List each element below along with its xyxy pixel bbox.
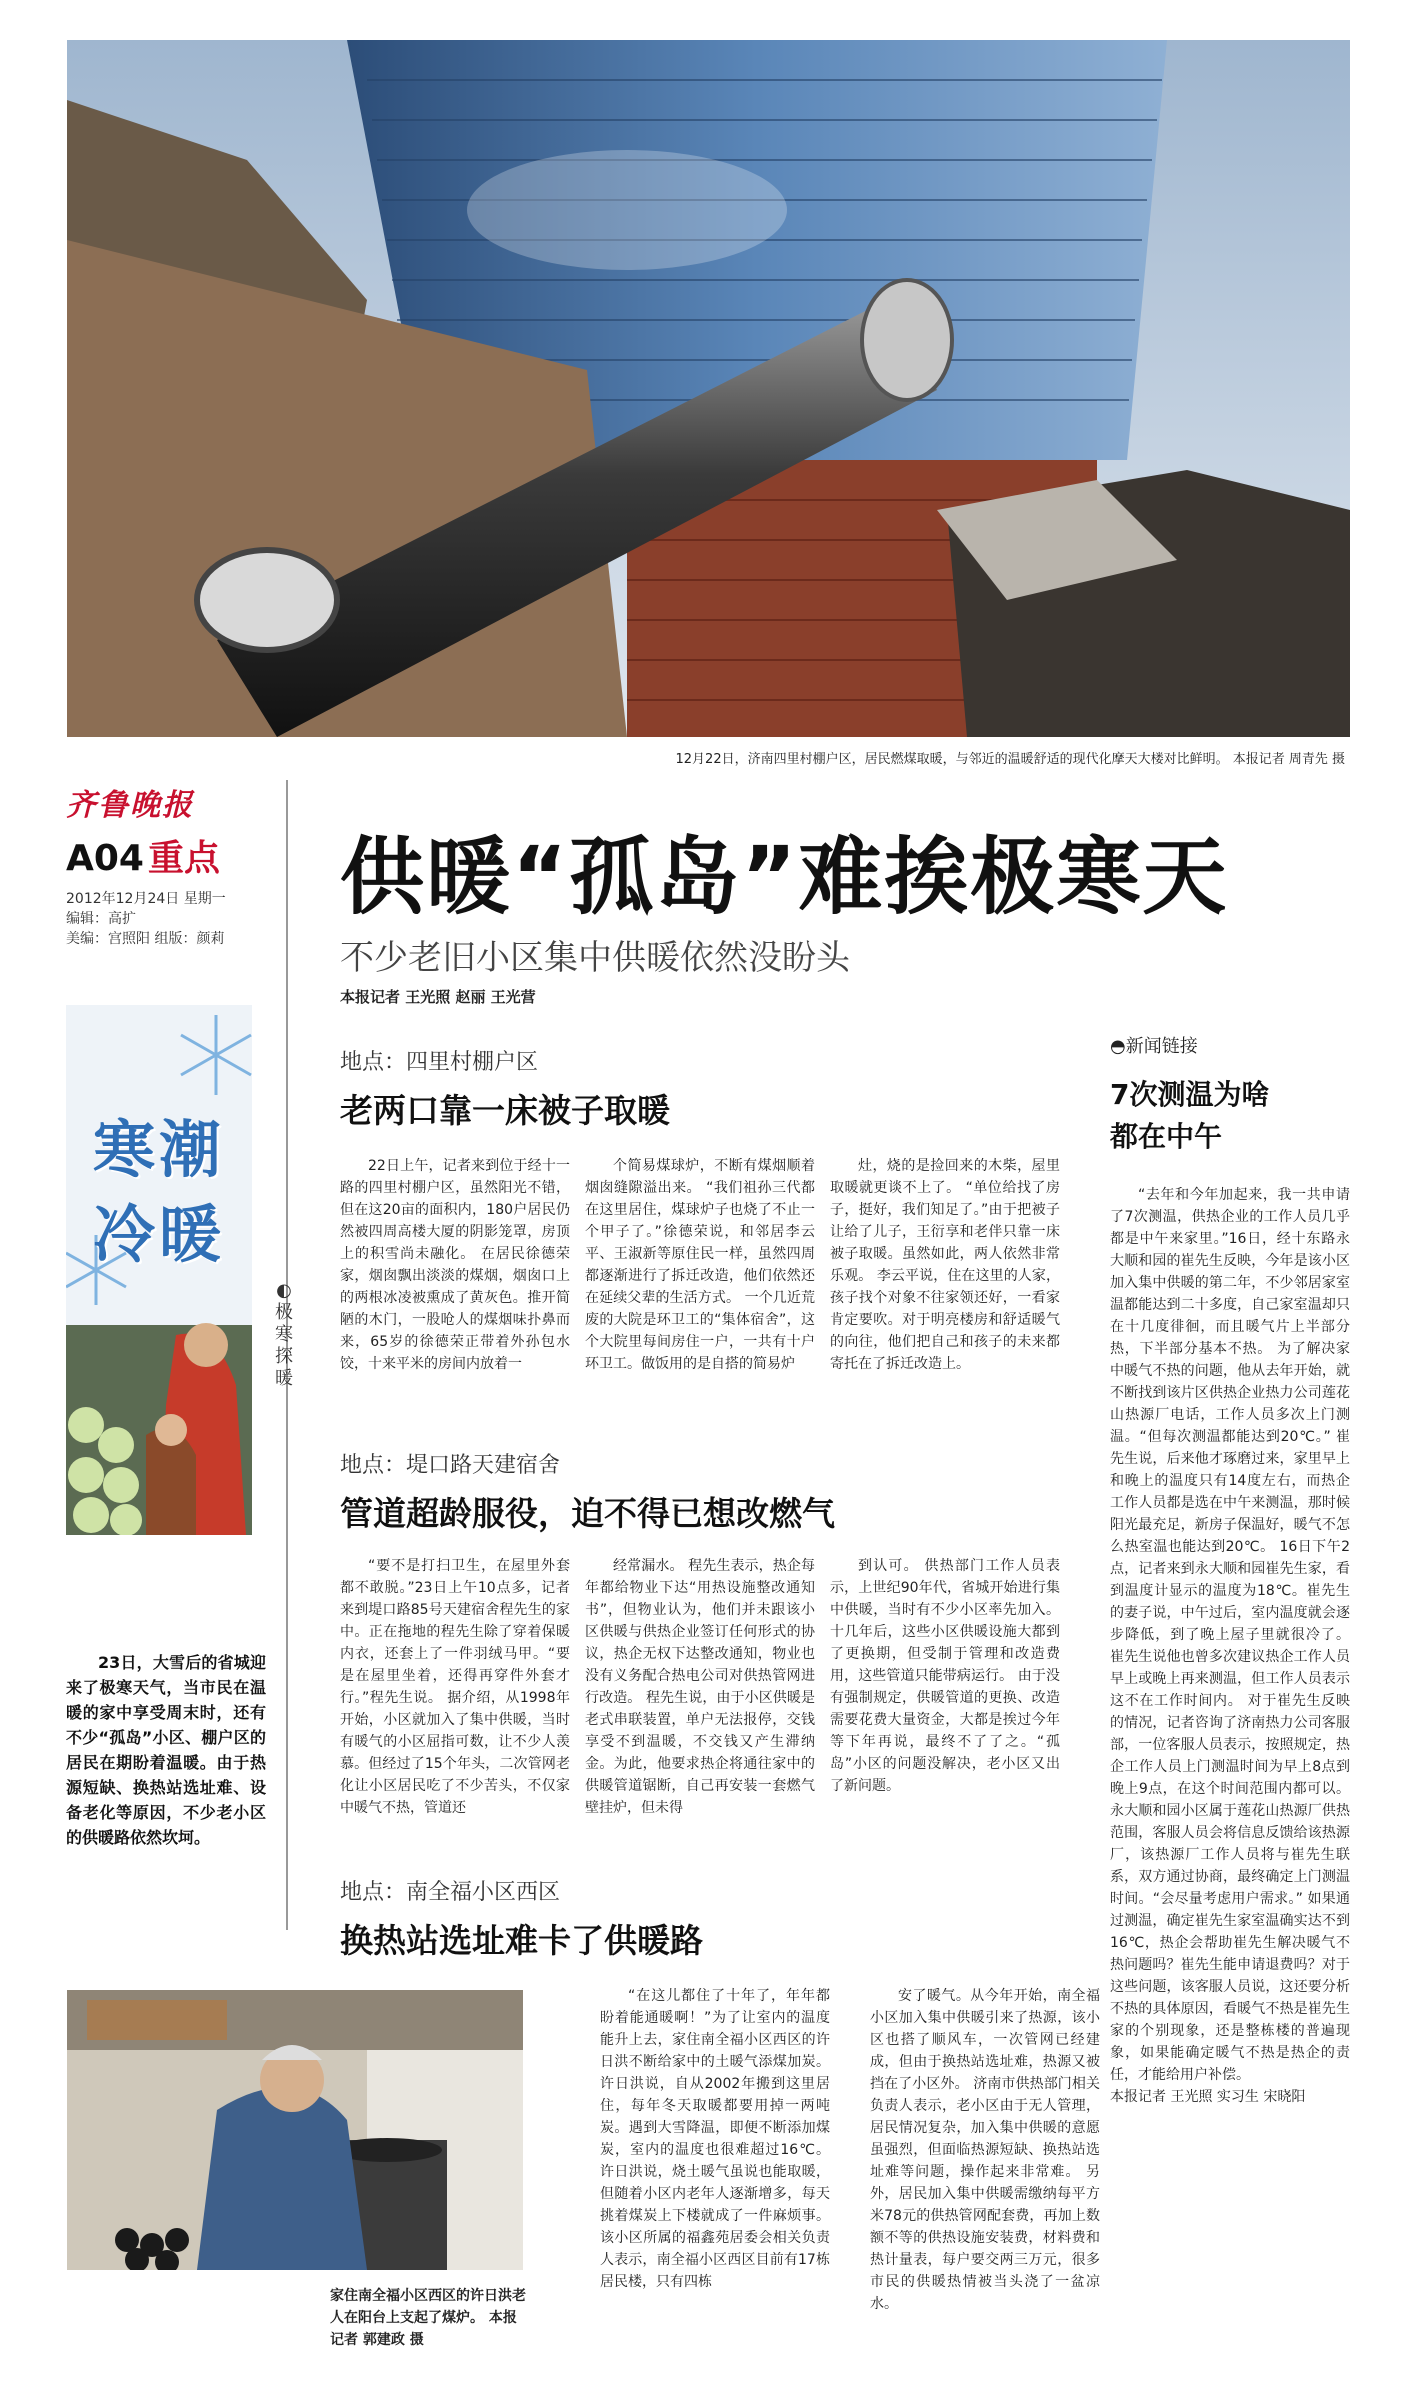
intro-paragraph: 23日，大雪后的省城迎来了极寒天气，当市民在温暖的家中享受周末时，还有不少“孤岛”小区、棚户区的居民在期盼着温暖。由于热源短缺、换热站选址难、设备老化等原因，不少老小区的供暖路依然坎坷。 bbox=[66, 1653, 266, 1847]
hero-photo-illustration bbox=[67, 40, 1350, 737]
section2-column bbox=[340, 1555, 570, 1819]
cold-wave-banner bbox=[66, 1005, 252, 1535]
design-credit: 美编：宫照阳 组版：颜莉 bbox=[66, 931, 225, 947]
section2-location: 地点：堤口路天建宿舍 bbox=[340, 1453, 561, 1478]
section2-column bbox=[830, 1555, 1060, 1819]
section1-paragraph: 灶，烧的是捡回来的木柴，屋里取暖就更谈不上了。 “单位给找了房子，挺好，我们知足了。”由于把被子让给了儿子，王衍享和老伴只靠一床被子取暖。虽然如此，两人依然非常乐观。 李云平说，住在这里的人家，孩子找个对象不往家领还好，一看家肯定要吹。对于明亮楼房和舒适暖气的向往，他们把自己和孩子的未来都寄托在了拆迁改造上。 bbox=[830, 1158, 1060, 1372]
section3-location: 地点：南全福小区西区 bbox=[340, 1880, 561, 1905]
section3-paragraph: “在这儿都住了十年了，年年都盼着能通暖啊！”为了让室内的温度能升上去，家住南全福小区西区的许日洪不断给家中的土暖气添煤加炭。 许日洪说，自从2002年搬到这里居住，每年冬天取暖都要用掉一两吨炭。遇到大雪降温，即便不断添加煤炭，室内的温度也很难超过16℃。 许日洪说，烧土暖气虽说也能取暖，但随着小区内老年人逐渐增多，每天挑着煤炭上下楼就成了一件麻烦事。 该小区所属的福鑫苑居委会相关负责人表示，南全福小区西区目前有17栋居民楼，只有四栋 bbox=[600, 1988, 830, 2290]
section1-body bbox=[340, 1155, 1060, 1375]
news-link-title-line2: 都在中午 bbox=[1110, 1120, 1223, 1153]
section3-body bbox=[600, 1985, 1100, 2315]
column-tag: ◐极寒探暖 bbox=[275, 1280, 293, 1389]
masthead bbox=[66, 780, 266, 949]
photo2-caption: 家住南全福小区西区的许日洪老人在阳台上支起了煤炉。 本报记者 郭建政 摄 bbox=[330, 2288, 526, 2348]
hero-photo bbox=[67, 40, 1350, 737]
subheadline: 不少老旧小区集中供暖依然没盼头 bbox=[340, 938, 850, 978]
newspaper-brand: 齐鲁晚报 bbox=[66, 788, 194, 823]
section1-column bbox=[340, 1155, 570, 1375]
section2-paragraph: 经常漏水。 程先生表示，热企每年都给物业下达“用热设施整改通知书”，但物业认为，他们并未跟该小区供暖与供热企业签订任何形式的协议，热企无权下达整改通知，物业也没有义务配合热电公司对供热管网进行改造。 程先生说，由于小区供暖是老式串联装置，单户无法报停，交钱享受不到温暖，不交钱又产生滞纳金。为此，他要求热企将通往家中的供暖管道锯断，自己再安装一套燃气壁挂炉，但未得 bbox=[585, 1558, 815, 1816]
coal-stove-illustration bbox=[67, 1990, 523, 2270]
coal-stove-photo bbox=[67, 1990, 523, 2270]
news-link-title bbox=[1110, 1074, 1350, 1158]
section1-paragraph: 个简易煤球炉，不断有煤烟顺着烟囱缝隙溢出来。 “我们祖孙三代都在这里居住，煤球炉子也烧了不止一个甲子了。”徐德荣说，和邻居李云平、王淑新等原住民一样，虽然四周都逐渐进行了拆迁改造，他们依然还在延续父辈的生活方式。 一个几近荒废的大院是环卫工的“集体宿舍”，这个大院里每间房住一户，一共有十户环卫工。做饭用的是自搭的简易炉 bbox=[585, 1158, 815, 1372]
cold-wave-title-line1: 寒潮 bbox=[92, 1113, 225, 1186]
byline: 本报记者 王光照 赵丽 王光营 bbox=[340, 988, 536, 1006]
section1-column bbox=[830, 1155, 1060, 1375]
issue-date: 2012年12月24日 星期一 bbox=[66, 891, 226, 907]
section2-paragraph: “要不是打扫卫生，在屋里外套都不敢脱。”23日上午10点多，记者来到堤口路85号天建宿舍程先生的家中。正在拖地的程先生除了穿着保暖内衣，还套上了一件羽绒马甲。“要是在屋里坐着，还得再穿件外套才行。”程先生说。 据介绍，从1998年开始，小区就加入了集中供暖，当时有暖气的小区屈指可数，让不少人羡慕。但经过了15个年头，二次管网老化让小区居民吃了不少苦头，不仅家中暖气不热，管道还 bbox=[340, 1558, 570, 1816]
section2-paragraph: 到认可。 供热部门工作人员表示，上世纪90年代，省城开始进行集中供暖，当时有不少小区率先加入。十几年后，这些小区供暖设施大都到了更换期，但受制于管理和改造费用，这些管道只能带病运行。 由于没有强制规定，供暖管道的更换、改造需要花费大量资金，大都是挨过今年等下年再说，最终不了了之。“孤岛”小区的问题没解决，老小区又出了新问题。 bbox=[830, 1558, 1060, 1794]
news-link-body bbox=[1110, 1184, 1350, 2108]
hero-caption: 12月22日，济南四里村棚户区，居民燃煤取暖，与邻近的温暖舒适的现代化摩天大楼对比鲜明。 本报记者 周青先 摄 bbox=[675, 752, 1345, 767]
section1-column bbox=[585, 1155, 815, 1375]
section3-paragraph: 安了暖气。从今年开始，南全福小区加入集中供暖引来了热源，该小区也搭了顺风车，一次管网已经建成，但由于换热站选址难，热源又被挡在了小区外。 济南市供热部门相关负责人表示，老小区由于无人管理，居民情况复杂，加入集中供暖的意愿虽强烈，但面临热源短缺、换热站选址难等问题，操作起来非常难。 另外，居民加入集中供暖需缴纳每平方米78元的供热管网配套费，再加上数额不等的供热设施安装费，材料费和热计量表，每户要交两三万元，很多市民的供暖热情被当头浇了一盆凉水。 bbox=[870, 1988, 1100, 2312]
section2-column bbox=[585, 1555, 815, 1819]
news-link-sidebar bbox=[1110, 1032, 1350, 2108]
editor-credit: 编辑：高扩 bbox=[66, 911, 136, 927]
news-link-credit: 本报记者 王光照 实习生 宋晓阳 bbox=[1110, 2089, 1306, 2105]
news-link-title-line1: 7次测温为啥 bbox=[1110, 1078, 1270, 1111]
section3-column bbox=[600, 1985, 830, 2315]
cold-wave-title-line2: 冷暖 bbox=[92, 1198, 225, 1271]
news-link-paragraph: “去年和今年加起来，我一共申请了7次测温，供热企业的工作人员几乎都是中午来家里。”16日，经十东路永大顺和园的崔先生反映，今年是该小区加入集中供暖的第二年，不少邻居家室温都能达到二十多度，自己家室温却只在十几度徘徊，而且暖气片上半部分热，下半部分基本不热。 为了解决家中暖气不热的问题，他从去年开始，就不断找到该片区供热企业热力公司莲花山热源厂电话，工作人员多次上门测温。“但每次测温都能达到20℃。” 崔先生说，后来他才琢磨过来，家里早上和晚上的温度只有14度左右，而热企工作人员都是选在中午来测温，那时候阳光最充足，新房子保温好，暖气不怎么热室温也能达到20℃。 16日下午2点，记者来到永大顺和园崔先生家，看到温度计显示的温度为18℃。崔先生的妻子说，中午过后，室内温度就会逐步降低，到了晚上屋子里就很冷了。 崔先生说他也曾多次建议热企工作人员早上或晚上再来测温，但工作人员表示这不在工作时间内。 对于崔先生反映的情况，记者咨询了济南热力公司客服部，一位客服人员表示，按照规定，热企工作人员上门测温时间为早上8点到晚上9点，在这个时间范围内都可以。 永大顺和园小区属于莲花山热源厂供热范围，客服人员会将信息反馈给该热源厂，该热源厂工作人员将与崔先生联系，双方通过协商，最终确定上门测温时间。“会尽量考虑用户需求。” 如果通过测温，确定崔先生家室温确实达不到16℃，热企会帮助崔先生解决暖气不热问题吗？崔先生能申请退费吗？对于这些问题，该客服人员说，这还要分析不热的具体原因，看暖气不热是崔先生家的个别现象，还是整栋楼的普遍现象，如果能确定暖气不热是热企的责任，才能给用户补偿。 bbox=[1110, 1187, 1350, 2083]
section-name: 重点 bbox=[147, 838, 220, 879]
news-link-label: ◓新闻链接 bbox=[1110, 1036, 1198, 1057]
section3-column bbox=[870, 1985, 1100, 2315]
section1-location: 地点：四里村棚户区 bbox=[340, 1050, 539, 1075]
page-number-code: A04 bbox=[66, 838, 144, 879]
section1-title: 老两口靠一床被子取暖 bbox=[340, 1091, 670, 1130]
page-number bbox=[66, 830, 266, 881]
section2-body bbox=[340, 1555, 1060, 1819]
section3-title: 换热站选址难卡了供暖路 bbox=[340, 1921, 703, 1960]
section1-paragraph: 22日上午，记者来到位于经十一路的四里村棚户区，虽然阳光不错，但在这20亩的面积内，180户居民仍然被四周高楼大厦的阴影笼罩，房顶上的积雪尚未融化。 在居民徐德荣家，烟囱飘出淡淡的煤烟，烟囱口上的两根冰凌被熏成了黄灰色。推开简陋的木门，一股呛人的煤烟味扑鼻而来，65岁的徐德荣正带着外孙包水饺，十来平米的房间内放着一 bbox=[340, 1158, 570, 1372]
main-headline: 供暖“孤岛”难挨极寒天 bbox=[340, 828, 1229, 926]
section2-title: 管道超龄服役，迫不得已想改燃气 bbox=[340, 1494, 835, 1533]
